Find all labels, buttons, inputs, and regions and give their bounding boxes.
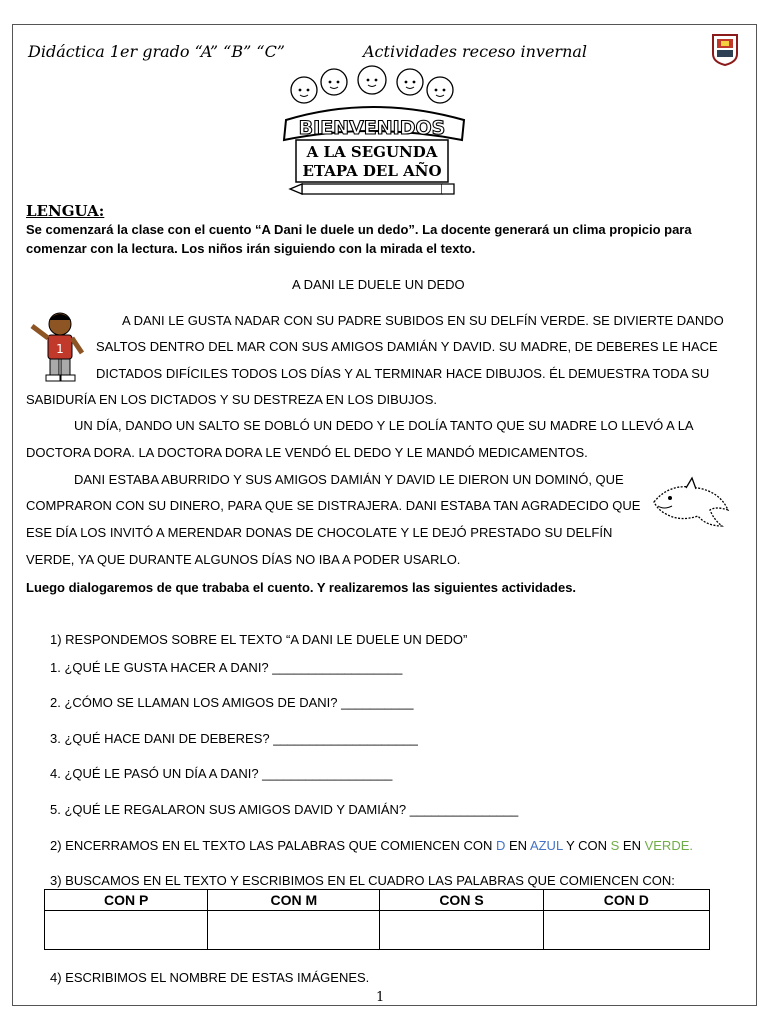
story-line: SALTOS DENTRO DEL MAR CON SUS AMIGOS DAMIÁN Y DAVID. SU MADRE, DE DEBERES LE HACE [96,339,718,354]
banner-title: BIENVENIDOS [298,117,446,139]
boy-illustration [22,308,92,386]
color-word-azul: AZUL [529,838,563,853]
question-1: 1. ¿QUÉ LE GUSTA HACER A DANI? __________________ [50,660,403,675]
story-line: COMPRARON CON SU DINERO, PARA QUE SE DISTRAJERA. DANI ESTABA TAN AGRADECIDO QUE [26,498,641,513]
column-con-p: CON P [45,890,208,911]
table-header-row [45,890,710,911]
page-number: 1 [376,990,385,1005]
activity-1-heading: 1) RESPONDEMOS SOBRE EL TEXTO “A DANI LE DUELE UN DEDO” [50,632,468,647]
story-line: DOCTORA DORA. LA DOCTORA DORA LE VENDÓ EL DEDO Y LE MANDÓ MEDICAMENTOS. [26,445,588,460]
closing-note: Luego dialogaremos de que trababa el cuento. Y realizaremos las siguientes actividades. [26,580,577,595]
letter-s: S [610,838,620,853]
banner-line1: A LA SEGUNDA [306,143,438,161]
activity-2-heading [50,838,693,853]
table-answer-row [45,911,710,950]
question-4: 4. ¿QUÉ LE PASÓ UN DÍA A DANI? __________________ [50,766,393,781]
question-3: 3. ¿QUÉ HACE DANI DE DEBERES? ____________________ [50,731,418,746]
activity-4-heading: 4) ESCRIBIMOS EL NOMBRE DE ESTAS IMÁGENES. [50,970,370,985]
letter-d: D [495,838,506,853]
story-line: DICTADOS DIFÍCILES TODOS LOS DÍAS Y AL TERMINAR HACE DIBUJOS. ÉL DEMUESTRA TODA SU [96,366,710,381]
answer-cell-s[interactable] [380,911,543,950]
story-line: ESE DÍA LOS INVITÓ A MERENDAR DONAS DE CHOCOLATE Y LE DEJÓ PRESTADO SU DELFÍN [26,525,613,540]
shirt-number: 1 [56,342,64,356]
column-con-d: CON D [543,890,709,911]
activity-2-text: Y CON [562,838,611,853]
column-con-m: CON M [208,890,380,911]
school-logo [710,32,740,66]
header-subject: Didáctica 1er grado “A” “B” “C” [28,42,285,61]
story-title: A DANI LE DUELE UN DEDO [292,277,465,292]
activity-2-text: EN [619,838,645,853]
answer-cell-p[interactable] [45,911,208,950]
header-activity: Actividades receso invernal [363,42,588,61]
section-heading-lengua: LENGUA: [26,202,105,220]
answer-cell-d[interactable] [543,911,709,950]
story-line: VERDE, YA QUE DURANTE ALGUNOS DÍAS NO IBA A PODER USARLO. [26,552,461,567]
dolphin-illustration [650,476,732,536]
activity-3-heading: 3) BUSCAMOS EN EL TEXTO Y ESCRIBIMOS EN EL CUADRO LAS PALABRAS QUE COMIENCEN CON: [50,873,675,888]
intro-line-2: comenzar con la lectura. Los niños irán siguiendo con la mirada el texto. [26,241,476,256]
activity-2-text: 2) ENCERRAMOS EN EL TEXTO LAS PALABRAS QUE COMIENCEN CON [50,838,496,853]
welcome-banner [272,60,472,200]
question-5: 5. ¿QUÉ LE REGALARON SUS AMIGOS DAVID Y DAMIÁN? _______________ [50,802,519,817]
story-line: DANI ESTABA ABURRIDO Y SUS AMIGOS DAMIÁN Y DAVID LE DIERON UN DOMINÓ, QUE [74,472,624,487]
column-con-s: CON S [380,890,543,911]
color-word-verde: VERDE. [644,838,693,853]
question-2: 2. ¿CÓMO SE LLAMAN LOS AMIGOS DE DANI? __________ [50,695,414,710]
story-line: A DANI LE GUSTA NADAR CON SU PADRE SUBIDOS EN SU DELFÍN VERDE. SE DIVIERTE DANDO [122,313,724,328]
words-table [44,889,710,950]
story-line: SABIDURÍA EN LOS DICTADOS Y SU DESTREZA EN LOS DIBUJOS. [26,392,438,407]
story-line: UN DÍA, DANDO UN SALTO SE DOBLÓ UN DEDO Y LE DOLÍA TANTO QUE SU MADRE LO LLEVÓ A LA [74,418,694,433]
intro-line-1: Se comenzará la clase con el cuento “A Dani le duele un dedo”. La docente generará un clima propicio para [26,222,692,237]
banner-line2: ETAPA DEL AÑO [302,162,442,180]
activity-2-text: EN [505,838,530,853]
answer-cell-m[interactable] [208,911,380,950]
